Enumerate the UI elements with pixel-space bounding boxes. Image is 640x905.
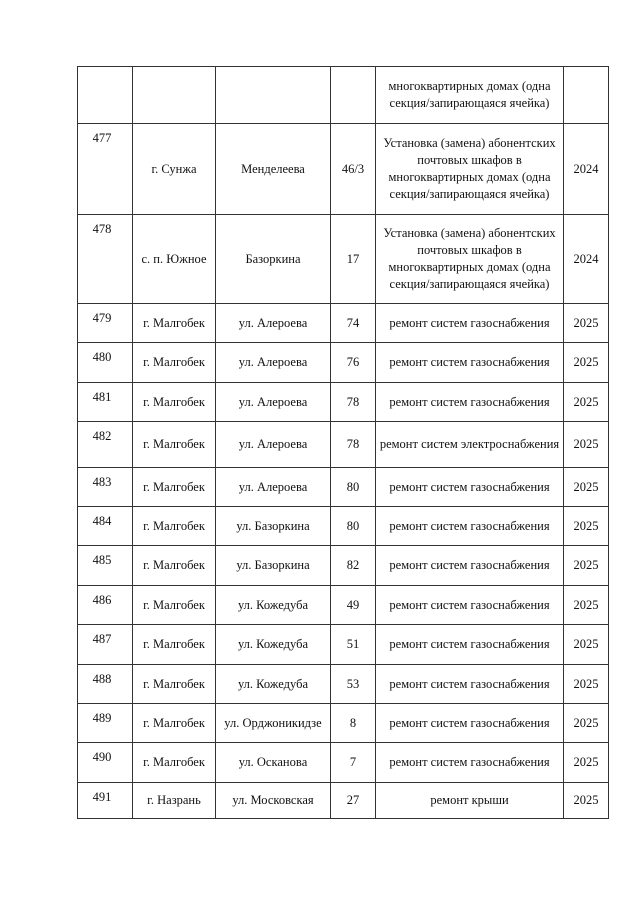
cell-settlement-text: с. п. Южное [141,251,207,266]
cell-street-text: ул. Кожедуба [237,676,309,691]
cell-work-type [376,704,564,743]
cell-year-text: 2025 [573,715,599,730]
cell-street-text: Менделеева [241,161,305,176]
cell-street [216,546,331,586]
cell-year-text: 2025 [573,437,599,451]
cell-settlement-text: г. Малгобек [143,437,205,451]
cell-house-number-text: 7 [349,755,357,769]
cell-number-text: 479 [92,311,112,325]
cell-work-type [376,546,564,586]
cell-year-text: 2024 [573,161,599,176]
cell-year [564,422,609,468]
cell-number-text: 486 [92,593,112,607]
cell-work-type-text: ремонт систем газоснабжения [389,315,550,330]
cell-year [564,625,609,665]
cell-settlement-text: г. Малгобек [143,597,205,612]
cell-settlement [133,665,216,704]
cell-work-type-text: ремонт систем газоснабжения [389,394,550,409]
cell-year-text: 2025 [573,793,599,807]
cell-settlement [133,586,216,625]
cell-year [564,783,609,819]
cell-street [216,665,331,704]
cell-number [78,67,133,124]
cell-settlement [133,67,216,124]
cell-number-text: 484 [92,514,112,528]
cell-street-text: ул. Орджоникидзе [224,715,322,730]
cell-number [78,304,133,343]
cell-number-text: 477 [92,131,112,145]
cell-number-text: 487 [92,632,112,646]
cell-work-type [376,783,564,819]
cell-number-text: 491 [92,790,112,804]
cell-year [564,507,609,546]
cell-year [564,743,609,783]
cell-house-number [331,67,376,124]
cell-settlement-text: г. Малгобек [143,355,205,369]
cell-street [216,422,331,468]
cell-house-number [331,124,376,215]
cell-number [78,546,133,586]
cell-street [216,124,331,215]
cell-number [78,507,133,546]
cell-year [564,215,609,304]
cell-house-number [331,507,376,546]
cell-work-type-text: ремонт систем газоснабжения [389,676,550,691]
cell-settlement [133,124,216,215]
cell-year-text: 2025 [573,558,599,572]
cell-street-text: ул. Алероева [238,355,308,369]
cell-year-text: 2025 [573,479,599,494]
cell-street [216,507,331,546]
cell-house-number-text: 80 [346,518,360,533]
cell-work-type-text: многоквартирных домах (одна секция/запирающаяся ячейка) [388,79,551,110]
cell-street-text: ул. Алероева [238,394,308,409]
cell-house-number [331,215,376,304]
cell-house-number [331,783,376,819]
cell-house-number-text: 46/3 [341,161,365,176]
cell-work-type-text: ремонт систем газоснабжения [389,637,550,651]
cell-year-text: 2024 [573,251,599,266]
cell-number-text: 478 [92,222,112,236]
cell-street [216,586,331,625]
cell-house-number-text: 49 [346,597,360,612]
cell-year-text: 2025 [573,676,599,691]
cell-year [564,124,609,215]
cell-work-type [376,124,564,215]
cell-house-number-text: 80 [346,479,360,494]
cell-number-text: 489 [92,711,112,725]
cell-year-text: 2025 [573,637,599,651]
cell-settlement-text: г. Малгобек [143,715,205,730]
cell-house-number [331,383,376,422]
table-row [78,468,609,507]
cell-street-text: ул. Кожедуба [237,637,309,651]
table-row [78,124,609,215]
housing-repair-table [77,66,609,819]
cell-street-text: ул. Московская [232,793,314,807]
cell-number-text: 483 [92,475,112,489]
table-row [78,665,609,704]
cell-street [216,625,331,665]
cell-house-number [331,343,376,383]
cell-work-type-text: ремонт систем электроснабжения [379,437,560,451]
cell-street-text: ул. Оскановa [238,755,308,769]
cell-work-type [376,625,564,665]
cell-house-number [331,625,376,665]
cell-street [216,383,331,422]
cell-number-text: 481 [92,390,112,404]
cell-settlement [133,743,216,783]
table-row [78,422,609,468]
cell-settlement [133,383,216,422]
cell-settlement-text: г. Сунжа [151,161,197,176]
cell-settlement [133,422,216,468]
cell-settlement [133,468,216,507]
table-row [78,215,609,304]
cell-settlement [133,783,216,819]
cell-settlement [133,304,216,343]
cell-year [564,546,609,586]
cell-number [78,625,133,665]
cell-work-type-text: Установка (замена) абонентских почтовых шкафов в многоквартирных домах (одна секция/запирающаяся ячейка) [383,136,556,201]
cell-house-number-text: 76 [346,355,360,369]
table-row [78,546,609,586]
cell-year-text: 2025 [573,597,599,612]
cell-settlement-text: г. Малгобек [143,315,205,330]
cell-settlement [133,625,216,665]
table-row [78,783,609,819]
cell-work-type-text: ремонт систем газоснабжения [389,597,550,612]
cell-settlement-text: г. Малгобек [143,755,205,769]
cell-work-type-text: ремонт систем газоснабжения [389,355,550,369]
cell-work-type [376,586,564,625]
cell-settlement-text: г. Назрань [147,793,201,807]
cell-work-type [376,665,564,704]
table-row [78,586,609,625]
table-row [78,704,609,743]
cell-number [78,124,133,215]
cell-year [564,383,609,422]
cell-street-text: ул. Кожедуба [237,597,309,612]
cell-number-text: 482 [92,429,112,443]
cell-year [564,704,609,743]
cell-street-text: ул. Алероева [238,437,308,451]
cell-settlement [133,215,216,304]
cell-settlement-text: г. Малгобек [143,479,205,494]
cell-house-number-text: 27 [346,793,360,807]
cell-work-type-text: ремонт систем газоснабжения [389,479,550,494]
cell-house-number [331,704,376,743]
cell-work-type-text: ремонт систем газоснабжения [389,715,550,730]
cell-number [78,468,133,507]
cell-house-number-text: 78 [346,437,360,451]
cell-house-number [331,422,376,468]
cell-work-type [376,215,564,304]
cell-house-number-text: 17 [346,251,360,266]
cell-work-type [376,383,564,422]
table-body [78,67,609,819]
cell-settlement-text: г. Малгобек [143,558,205,572]
cell-number-text: 488 [92,672,112,686]
cell-work-type-text: ремонт систем газоснабжения [389,518,550,533]
cell-work-type-text: ремонт систем газоснабжения [389,755,550,769]
cell-work-type [376,343,564,383]
cell-number-text: 485 [92,553,112,567]
cell-settlement-text: г. Малгобек [143,676,205,691]
table-row [78,625,609,665]
cell-work-type [376,304,564,343]
cell-street [216,304,331,343]
cell-year-text: 2025 [573,755,599,769]
cell-street [216,704,331,743]
cell-work-type-text: ремонт крыши [430,793,509,807]
cell-number [78,743,133,783]
cell-work-type-text: ремонт систем газоснабжения [389,558,550,572]
cell-year [564,343,609,383]
cell-settlement [133,343,216,383]
cell-settlement [133,507,216,546]
table-row [78,507,609,546]
cell-street-text: ул. Базоркина [236,518,310,533]
cell-settlement-text: г. Малгобек [143,518,205,533]
cell-number [78,783,133,819]
cell-year [564,67,609,124]
cell-street-text: ул. Алероева [238,479,308,494]
cell-work-type [376,468,564,507]
cell-number [78,215,133,304]
cell-number-text: 490 [92,750,112,764]
cell-house-number [331,468,376,507]
cell-house-number-text: 78 [346,394,360,409]
cell-number [78,586,133,625]
cell-house-number-text: 8 [349,715,357,730]
cell-settlement-text: г. Малгобек [143,394,205,409]
cell-street [216,743,331,783]
cell-house-number-text: 53 [346,676,360,691]
table-row [78,67,609,124]
cell-settlement [133,546,216,586]
cell-number [78,704,133,743]
cell-street [216,783,331,819]
cell-number [78,343,133,383]
cell-number [78,383,133,422]
cell-street [216,67,331,124]
cell-work-type [376,507,564,546]
cell-number-text: 480 [92,350,112,364]
cell-house-number [331,304,376,343]
cell-street [216,468,331,507]
cell-settlement [133,704,216,743]
cell-work-type [376,67,564,124]
cell-year-text: 2025 [573,518,599,533]
cell-year-text: 2025 [573,394,599,409]
cell-street [216,215,331,304]
cell-number [78,665,133,704]
table-row [78,743,609,783]
cell-house-number [331,586,376,625]
table-row [78,383,609,422]
cell-street [216,343,331,383]
cell-street-text: ул. Базоркина [236,558,310,572]
cell-year-text: 2025 [573,315,599,330]
cell-house-number-text: 51 [346,637,360,651]
cell-house-number [331,546,376,586]
table-row [78,304,609,343]
cell-year-text: 2025 [573,355,599,369]
cell-house-number-text: 74 [346,315,360,330]
cell-year [564,468,609,507]
cell-year [564,665,609,704]
table-row [78,343,609,383]
cell-year [564,586,609,625]
cell-house-number [331,743,376,783]
cell-house-number [331,665,376,704]
cell-street-text: Базоркина [245,251,301,266]
cell-work-type [376,422,564,468]
cell-settlement-text: г. Малгобек [143,637,205,651]
cell-work-type-text: Установка (замена) абонентских почтовых шкафов в многоквартирных домах (одна секция/запирающаяся ячейка) [383,226,556,291]
cell-work-type [376,743,564,783]
cell-street-text: ул. Алероева [238,315,308,330]
cell-year [564,304,609,343]
cell-house-number-text: 82 [346,558,360,572]
cell-number [78,422,133,468]
